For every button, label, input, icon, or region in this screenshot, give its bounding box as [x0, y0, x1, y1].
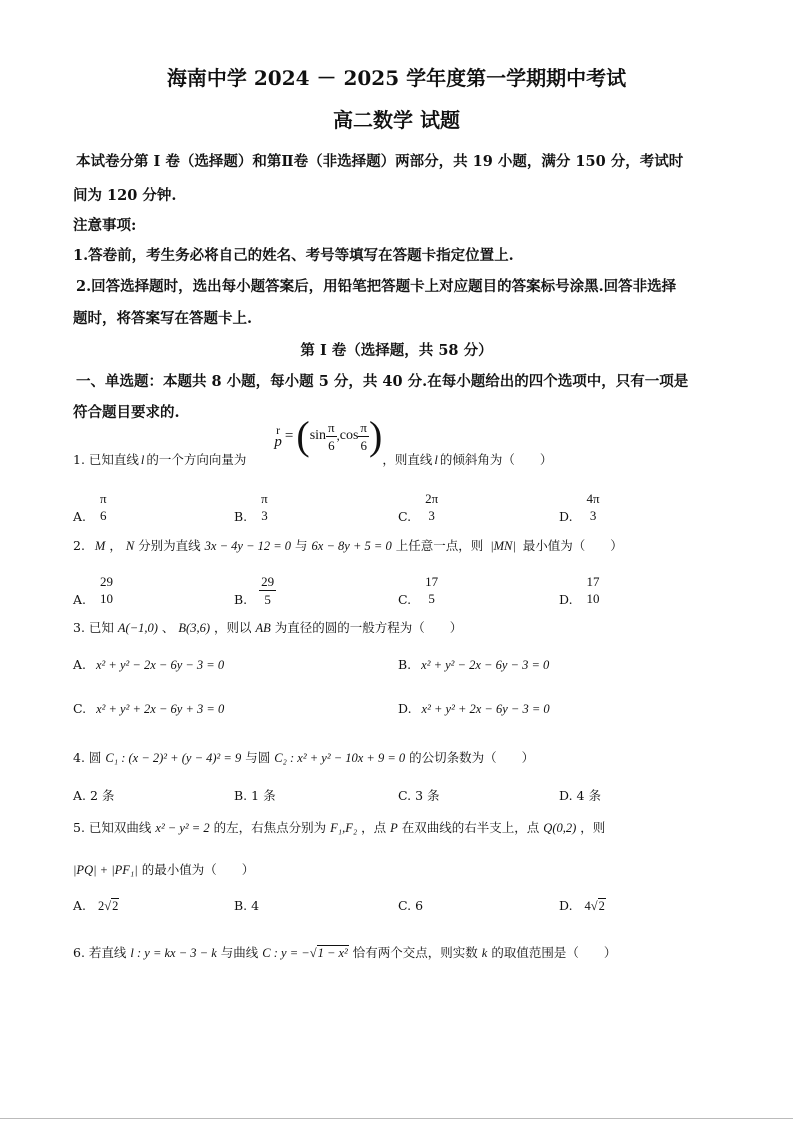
q6-curve: C : y = − [262, 946, 310, 960]
q2-number: 2. [73, 538, 85, 553]
q1-sin: sin [309, 428, 327, 443]
q5-option-b[interactable]: B. 4 [234, 898, 260, 913]
intro-line-2: 间为 120 分钟. [73, 187, 177, 204]
q6-stem-c: 恰有两个交点，则实数 [352, 945, 478, 960]
q4-option-b[interactable]: B. 1 条 [234, 788, 276, 803]
q1-vector-expression [274, 413, 383, 458]
q4-option-d[interactable]: D. 4 条 [559, 788, 601, 803]
exam-subtitle: 高二数学 试题 [333, 108, 460, 132]
q4-option-a[interactable]: A. 2 条 [73, 788, 115, 803]
section-instruction-1: 一、单选题：本题共 8 小题，每小题 5 分，共 40 分.在每小题给出的四个选项中，只有一项是 [76, 373, 689, 390]
page-bottom-divider [0, 1118, 793, 1119]
q1-equals: = [284, 427, 294, 444]
section-instruction-2: 符合题目要求的. [73, 404, 180, 421]
q1-frac-pi-6-b: $\frac{\pi}{6}$ [360, 419, 367, 453]
question-3 [73, 618, 462, 636]
left-paren: ( [296, 413, 310, 458]
q5-foci: F₁,F₂ [330, 821, 358, 835]
question-6: 6. 若直线 l : y = kx − 3 − k 与曲线 C : y = −√1 − x² 恰有两个交点，则实数 k 的取值范围是（ ） [73, 945, 617, 960]
q3-point-b: B(3,6) [178, 621, 210, 635]
q3-option-b[interactable]: B. x² + y² − 2x − 6y − 3 = 0 [398, 657, 550, 672]
q5-hyperbola: x² − y² = 2 [155, 821, 210, 835]
q2-stem-b: 分别为直线 [138, 538, 201, 553]
q2-stem-e: 最小值为（ ） [522, 538, 623, 553]
q5-stem-f: 的最小值为（ ） [141, 862, 255, 877]
q3-option-d[interactable]: D. x² + y² + 2x − 6y − 3 = 0 [398, 701, 550, 716]
question-2 [73, 536, 623, 554]
exam-title: 海南中学 2024 － 2025 学年度第一学期期中考试 [166, 66, 627, 90]
q1-option-d[interactable]: D. 4π 3 [559, 491, 600, 524]
vector-p: p [274, 434, 282, 450]
q2-separator: ， [109, 538, 122, 553]
q3-segment-ab: AB [255, 621, 271, 635]
q5-stem-c: ，点 [361, 820, 387, 835]
q2-line-2: 6x − 8y + 5 = 0 [311, 539, 392, 553]
q4-stem-c: 的公切条数为（ ） [409, 750, 535, 765]
section-title: 第 I 卷（选择题，共 58 分） [300, 342, 493, 359]
q1-line-l-2: l [434, 453, 438, 467]
q2-point-m: M [94, 539, 106, 553]
q1-vector-p [274, 424, 282, 448]
q6-k: k [481, 946, 488, 960]
q3-option-a[interactable]: A. x² + y² − 2x − 6y − 3 = 0 [73, 657, 225, 672]
q4-stem-b: 与圆 [245, 750, 271, 765]
q1-stem-c: ，则直线 [382, 452, 433, 467]
question-1 [73, 413, 553, 468]
q5-stem-e: ，则 [580, 820, 606, 835]
q4-circle-2: C₂ : x² + y² − 10x + 9 = 0 [274, 751, 406, 765]
q4-stem-a: 4. 圆 [73, 750, 102, 765]
notice-item-2a: 2.回答选择题时，选出每小题答案后，用铅笔把答题卡上对应题目的答案标号涂黑.回答非选择 [76, 278, 677, 295]
q1-comma: , [336, 428, 340, 443]
q1-frac-pi-6-a: $\frac{\pi}{6}$ [328, 419, 335, 453]
q2-option-d[interactable]: D. 17 10 [559, 574, 600, 607]
vector-arrow-mark: r [276, 423, 281, 437]
q3-point-a: A(−1,0) [117, 621, 158, 635]
q5-stem-d: 在双曲线的右半支上，点 [401, 820, 540, 835]
notice-item-1: 1.答卷前，考生务必将自己的姓名、考号等填写在答题卡指定位置上. [73, 247, 514, 264]
q6-stem-d: 的取值范围是（ ） [491, 945, 617, 960]
q5-option-d[interactable]: D. 4√2 [559, 898, 605, 913]
q2-option-b[interactable]: B. $\frac{29}{5}$ [234, 574, 275, 607]
question-4 [73, 748, 534, 766]
q4-circle-1: C₁ : (x − 2)² + (y − 4)² = 9 [105, 751, 242, 765]
q6-stem-b: 与曲线 [220, 945, 259, 960]
q5-point-p: P [390, 821, 398, 835]
q2-option-c[interactable]: C. 17 5 [398, 574, 439, 607]
q3-stem-c: 为直径的圆的一般方程为（ ） [274, 620, 463, 635]
q1-stem-d: 的倾斜角为（ ） [439, 452, 553, 467]
q5-stem-a: 5. 已知双曲线 [73, 820, 152, 835]
q2-stem-c: 与 [295, 538, 308, 553]
q1-option-b[interactable]: B. π 3 [234, 491, 268, 524]
q4-option-c[interactable]: C. 3 条 [398, 788, 440, 803]
q3-stem-a: 3. 已知 [73, 620, 114, 635]
q2-line-1: 3x − 4y − 12 = 0 [204, 539, 292, 553]
q1-line-l: l [140, 453, 145, 467]
q5-option-a[interactable]: A. 2√2 [73, 898, 119, 913]
q1-option-a[interactable]: A. π 6 [73, 491, 107, 524]
q6-stem-a: 6. 若直线 [73, 945, 127, 960]
q1-stem-a: 1. 已知直线 [73, 452, 139, 467]
q2-point-n: N [125, 539, 135, 553]
right-paren: ) [369, 413, 383, 458]
question-5 [73, 818, 605, 836]
notice-heading: 注意事项: [73, 217, 137, 234]
q3-separator: 、 [161, 620, 175, 635]
q2-stem-d: 上任意一点，则 [395, 538, 484, 553]
q1-option-c[interactable]: C. 2π 3 [398, 491, 439, 524]
intro-line-1: 本试卷分第 I 卷（选择题）和第Ⅱ卷（非选择题）两部分，共 19 小题，满分 150 分，考试时 [76, 153, 684, 170]
q3-option-c[interactable]: C. x² + y² + 2x − 6y + 3 = 0 [73, 701, 225, 716]
notice-item-2b: 题时，将答案写在答题卡上. [73, 310, 253, 327]
q1-stem-b: 的一个方向向量为 [146, 452, 247, 467]
q5-expression: |PQ| + |PF₁| [73, 863, 138, 877]
question-5-line-2 [73, 860, 254, 878]
q1-cos: cos [339, 428, 359, 443]
q5-point-q: Q(0,2) [543, 821, 577, 835]
q6-line: l : y = kx − 3 − k [130, 946, 217, 960]
q2-option-a[interactable]: A. 29 10 [73, 574, 113, 607]
q6-curve-radicand: 1 − x² [317, 946, 348, 960]
q5-option-c[interactable]: C. 6 [398, 898, 424, 913]
q2-mn-distance: |MN| [490, 539, 516, 553]
q3-stem-b: ，则以 [213, 620, 252, 635]
q5-stem-b: 的左，右焦点分别为 [213, 820, 327, 835]
